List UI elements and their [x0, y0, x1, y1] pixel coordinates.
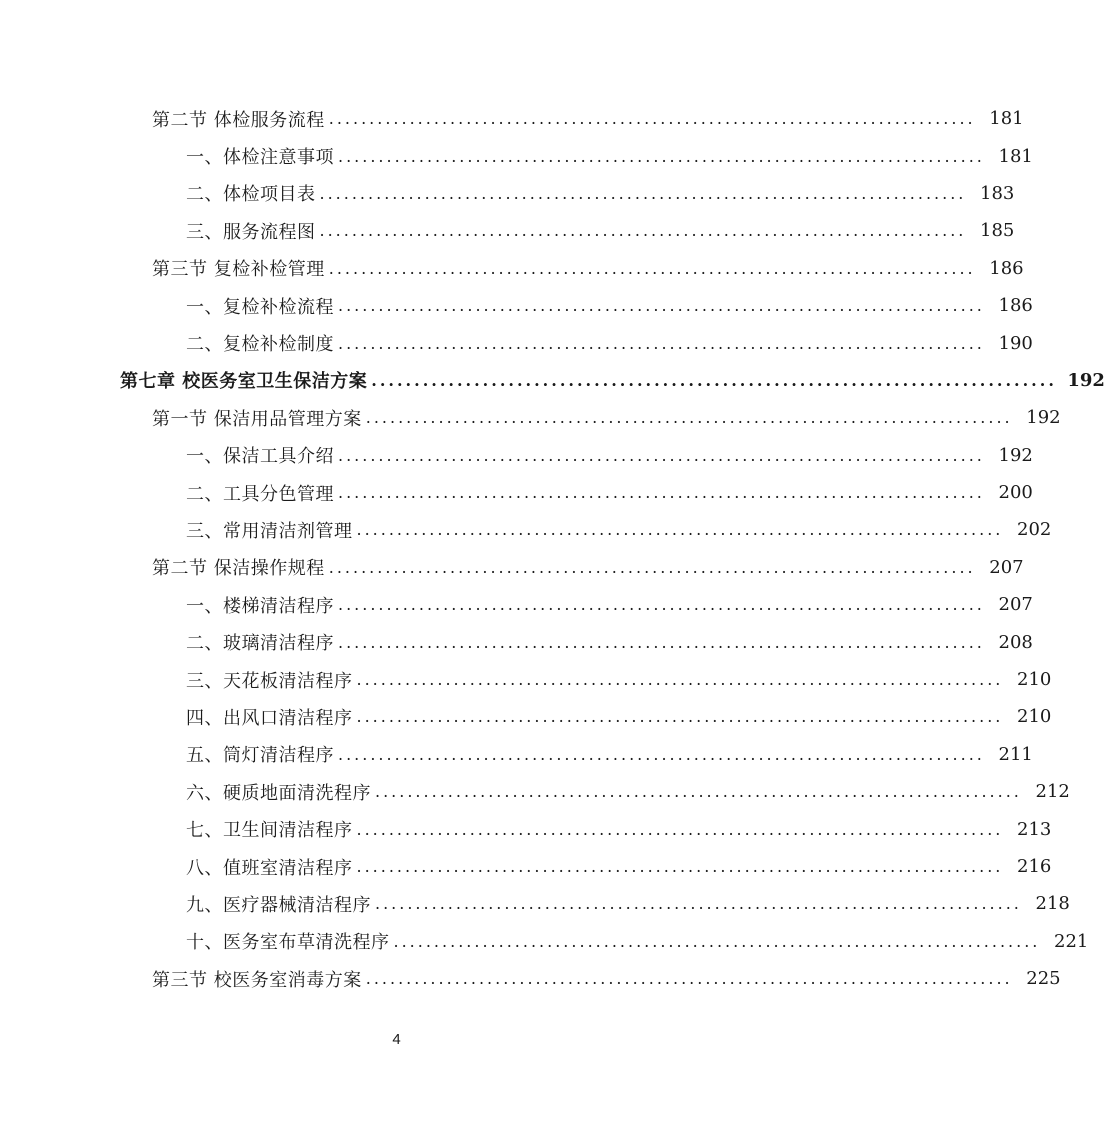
toc-entry-page: 192 [1026, 407, 1061, 429]
toc-entry-page: 181 [989, 108, 1024, 130]
dot-leader: ................................................................................ [338, 333, 985, 353]
toc-subsection-entry[interactable] [0, 324, 1033, 361]
toc-subsection-entry[interactable] [0, 474, 1033, 511]
toc-entry-label: 第七章 校医务室卫生保洁方案 [120, 371, 368, 393]
toc-entry-page: 183 [980, 182, 1015, 204]
toc-subsection-entry[interactable] [0, 287, 1033, 324]
toc-entry-page: 210 [1017, 669, 1052, 691]
toc-entry-page: 211 [998, 743, 1033, 765]
toc-subsection-entry[interactable] [0, 623, 1033, 660]
toc-subsection-entry[interactable] [0, 437, 1033, 474]
toc-entry-label: 八、值班室清洁程序 [186, 857, 353, 879]
dot-leader: ................................................................................ [338, 146, 985, 166]
toc-entry-page: 190 [998, 332, 1033, 354]
toc-entry-page: 208 [998, 631, 1033, 653]
dot-leader: ................................................................................ [375, 782, 1022, 802]
dot-leader: ................................................................................ [338, 632, 985, 652]
toc-subsection-entry[interactable] [0, 212, 1015, 249]
toc-entry-page: 186 [989, 257, 1024, 279]
table-of-contents [0, 100, 1105, 997]
toc-entry-label: 七、卫生间清洁程序 [186, 820, 353, 842]
toc-entry-page: 200 [998, 482, 1033, 504]
toc-entry-label: 一、体检注意事项 [186, 147, 334, 169]
dot-leader: ................................................................................ [356, 707, 1004, 727]
dot-leader: ................................................................................ [365, 408, 1013, 428]
toc-entry-page: 207 [998, 594, 1033, 616]
toc-entry-page: 213 [1017, 818, 1052, 840]
toc-entry-page: 181 [998, 145, 1033, 167]
toc-section-entry[interactable] [0, 250, 1024, 287]
dot-leader: ................................................................................ [356, 520, 1004, 540]
toc-entry-label: 九、医疗器械清洁程序 [186, 894, 371, 916]
toc-section-entry[interactable] [0, 399, 1061, 436]
toc-entry-label: 第一节 保洁用品管理方案 [152, 408, 362, 430]
dot-leader: ................................................................................ [319, 183, 967, 203]
toc-entry-page: 207 [989, 556, 1024, 578]
toc-entry-label: 第二节 保洁操作规程 [152, 558, 325, 580]
page-number: 4 [392, 1031, 401, 1048]
toc-entry-page: 202 [1017, 519, 1052, 541]
dot-leader: ................................................................................ [356, 670, 1004, 690]
dot-leader: ................................................................................ [393, 931, 1041, 951]
toc-section-entry[interactable] [0, 100, 1024, 137]
toc-subsection-entry[interactable] [0, 661, 1052, 698]
toc-entry-label: 三、服务流程图 [186, 221, 316, 243]
toc-entry-label: 一、复检补检流程 [186, 296, 334, 318]
toc-entry-label: 三、天花板清洁程序 [186, 670, 353, 692]
toc-subsection-entry[interactable] [0, 736, 1033, 773]
toc-entry-label: 一、保洁工具介绍 [186, 446, 334, 468]
toc-entry-label: 十、医务室布草清洗程序 [186, 932, 390, 954]
dot-leader: ................................................................................ [356, 819, 1004, 839]
toc-subsection-entry[interactable] [0, 137, 1033, 174]
toc-chapter-entry[interactable] [0, 362, 1105, 399]
toc-subsection-entry[interactable] [0, 175, 1015, 212]
dot-leader: ................................................................................ [365, 969, 1013, 989]
toc-entry-label: 一、楼梯清洁程序 [186, 595, 334, 617]
toc-entry-label: 第三节 校医务室消毒方案 [152, 969, 362, 991]
toc-entry-page: 192 [1067, 369, 1105, 391]
toc-entry-label: 二、工具分色管理 [186, 483, 334, 505]
dot-leader: ................................................................................ [338, 595, 985, 615]
toc-entry-page: 212 [1035, 781, 1070, 803]
toc-entry-label: 二、玻璃清洁程序 [186, 633, 334, 655]
toc-section-entry[interactable] [0, 960, 1061, 997]
toc-subsection-entry[interactable] [0, 586, 1033, 623]
toc-entry-label: 二、复检补检制度 [186, 334, 334, 356]
dot-leader: ................................................................................ [356, 857, 1004, 876]
toc-subsection-entry[interactable] [0, 698, 1052, 735]
toc-subsection-entry[interactable] [0, 885, 1070, 922]
toc-subsection-entry[interactable] [0, 923, 1089, 960]
dot-leader: ................................................................................ [338, 296, 985, 316]
dot-leader: ................................................................................ [338, 445, 985, 465]
dot-leader: ................................................................................ [338, 483, 985, 503]
dot-leader: ................................................................................ [328, 109, 976, 129]
toc-entry-label: 六、硬质地面清洗程序 [186, 782, 371, 804]
toc-subsection-entry[interactable] [0, 511, 1052, 548]
toc-entry-page: 225 [1026, 968, 1061, 990]
dot-leader: ................................................................................ [371, 370, 1057, 390]
toc-entry-label: 第二节 体检服务流程 [152, 109, 325, 131]
toc-entry-label: 第三节 复检补检管理 [152, 259, 325, 281]
toc-entry-page: 221 [1054, 930, 1089, 952]
toc-entry-page: 185 [980, 220, 1015, 242]
toc-subsection-entry[interactable] [0, 773, 1070, 810]
toc-entry-page: 218 [1035, 893, 1070, 915]
toc-entry-label: 三、常用清洁剂管理 [186, 520, 353, 542]
toc-subsection-entry[interactable] [0, 810, 1052, 847]
toc-entry-page: 186 [998, 295, 1033, 317]
toc-section-entry[interactable] [0, 549, 1024, 586]
toc-entry-page: 210 [1017, 706, 1052, 728]
dot-leader: ................................................................................ [338, 744, 985, 764]
toc-entry-label: 二、体检项目表 [186, 184, 316, 206]
toc-entry-page: 216 [1017, 856, 1052, 877]
dot-leader: ................................................................................ [375, 894, 1022, 914]
dot-leader: ................................................................................ [328, 557, 976, 577]
toc-subsection-entry[interactable] [0, 848, 1052, 885]
toc-entry-label: 五、筒灯清洁程序 [186, 745, 334, 767]
dot-leader: ................................................................................ [328, 258, 976, 278]
toc-entry-page: 192 [998, 444, 1033, 466]
toc-entry-label: 四、出风口清洁程序 [186, 707, 353, 729]
dot-leader: ................................................................................ [319, 221, 967, 241]
